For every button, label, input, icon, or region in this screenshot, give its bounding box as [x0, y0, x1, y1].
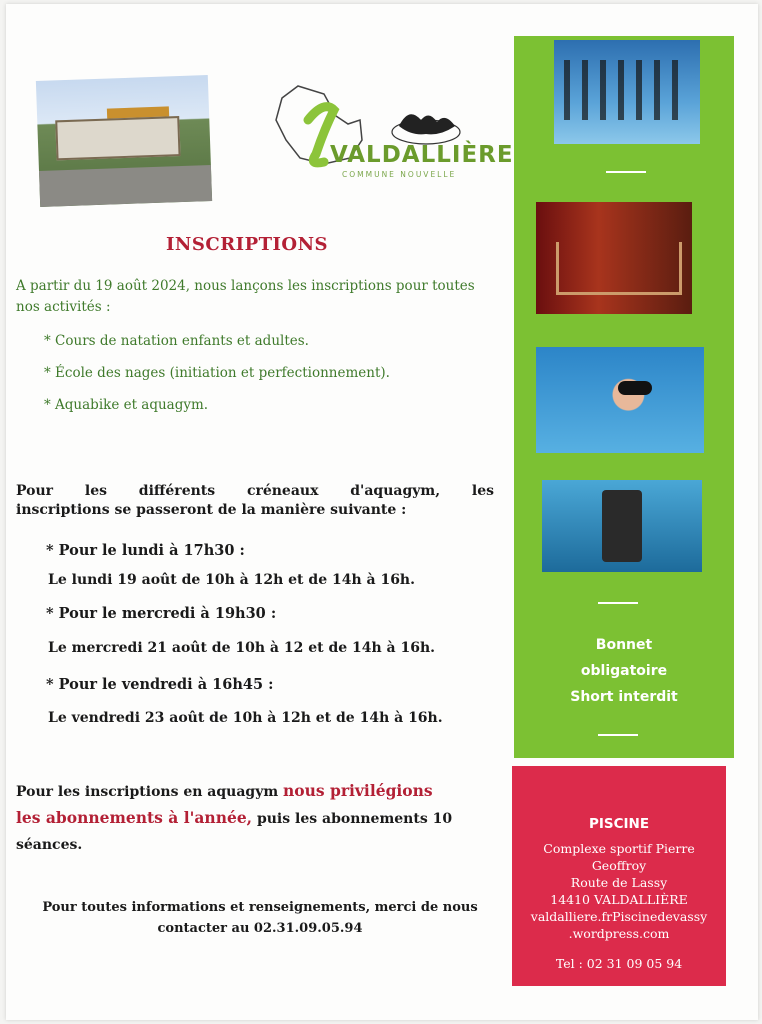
pool-interior-photo	[536, 202, 692, 314]
rule-shorts: Short interdit	[570, 689, 678, 705]
child-swimming-photo	[536, 347, 704, 453]
website-link-2[interactable]: .wordpress.com	[568, 926, 670, 941]
address-line: Complexe sportif Pierre	[543, 841, 695, 856]
slot-detail: Le lundi 19 août de 10h à 12h et de 14h à 16h.	[48, 572, 415, 588]
slot-label: * Pour le mercredi à 19h30 :	[46, 605, 277, 622]
priority-highlight: nous privilégions	[283, 781, 433, 800]
intro-text: A partir du 19 août 2024, nous lançons les inscriptions pour toutes nos activités :	[16, 278, 475, 315]
address-line: Route de Lassy	[570, 875, 668, 890]
logo-subtitle: COMMUNE NOUVELLE	[342, 170, 457, 179]
pool-rules	[514, 632, 734, 710]
rule-cap: Bonnet	[595, 637, 653, 653]
priority-before: Pour les inscriptions en aquagym	[16, 784, 284, 800]
slot-detail: Le vendredi 23 août de 10h à 12h et de 14h à 16h.	[48, 710, 443, 726]
address-line: Geoffroy	[591, 858, 647, 873]
priority-highlight-2: les abonnements à l'année,	[16, 808, 253, 827]
aquagym-intro: Pour les différents créneaux d'aquagym, les	[16, 483, 494, 499]
slot-label: * Pour le vendredi à 16h45 :	[46, 676, 274, 693]
pool-group-photo	[554, 40, 700, 144]
green-side-panel	[514, 36, 734, 758]
priority-after: puis les abonnements 10 séances.	[16, 811, 453, 853]
address-line: 14410 VALDALLIÈRE	[550, 892, 688, 907]
logo-name: VALDALLIÈRE	[330, 142, 514, 168]
piscine-address	[512, 840, 726, 942]
activity-item: * École des nages (initiation et perfectionnement).	[44, 365, 390, 381]
aquagym-intro-2: inscriptions se passeront de la manière suivante :	[16, 502, 407, 518]
priority-text	[16, 778, 496, 858]
slot-label: * Pour le lundi à 17h30 :	[46, 542, 245, 559]
building-photo	[36, 75, 212, 207]
activity-item: * Aquabike et aquagym.	[44, 397, 209, 413]
contact-text: Pour toutes informations et renseignements, merci de nous contacter au 02.31.09.05.94	[42, 900, 478, 936]
page-title: INSCRIPTIONS	[166, 234, 329, 255]
website-link[interactable]: valdalliere.frPiscinedevassy	[530, 909, 708, 924]
activity-item: * Cours de natation enfants et adultes.	[44, 333, 309, 349]
slot-detail: Le mercredi 21 août de 10h à 12 et de 14h à 16h.	[48, 640, 436, 656]
piscine-info-box	[512, 766, 726, 986]
aquabike-photo	[542, 480, 702, 572]
piscine-phone: Tel : 02 31 09 05 94	[555, 956, 683, 971]
rule-cap-2: obligatoire	[580, 663, 668, 679]
piscine-title: PISCINE	[588, 816, 650, 832]
